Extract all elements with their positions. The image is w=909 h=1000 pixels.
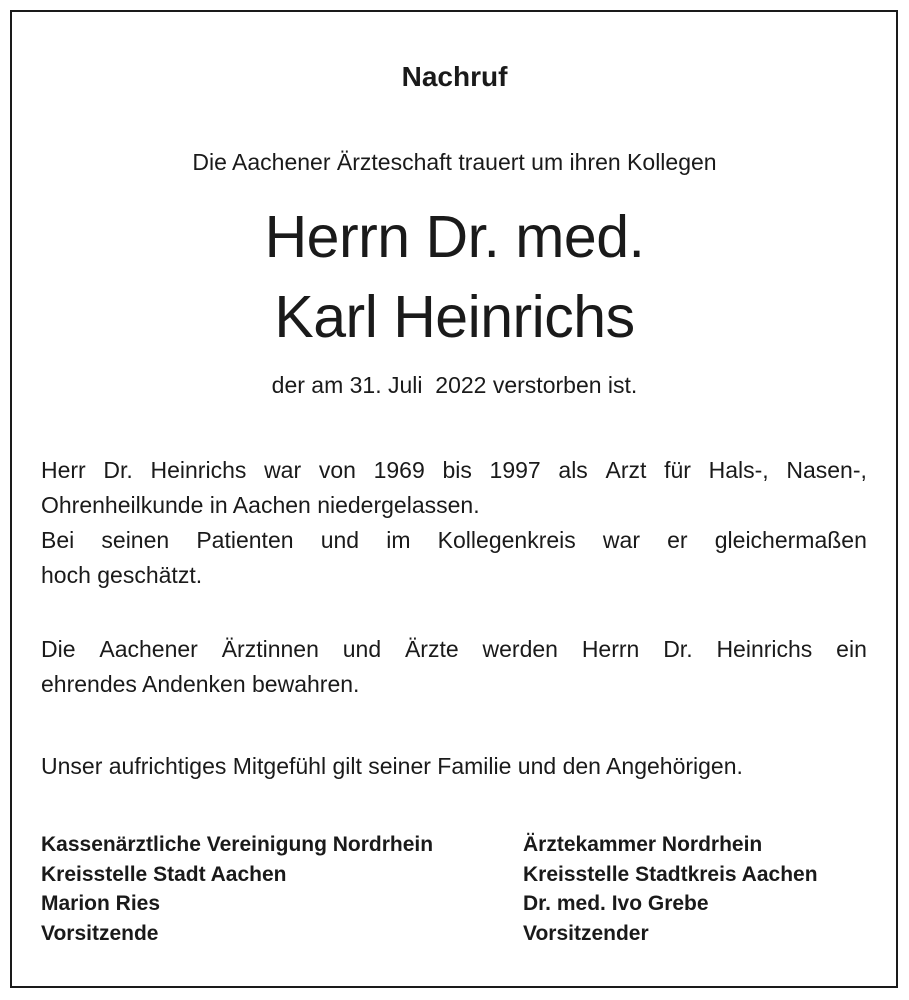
signature-unit: Kreisstelle Stadt Aachen [41, 862, 287, 886]
word: Bei [41, 527, 75, 553]
signature-block-aek [523, 830, 818, 948]
paragraph-line [41, 632, 867, 667]
word: für [664, 457, 691, 483]
signature-person: Marion Ries [41, 892, 161, 915]
word: 1997 [489, 457, 541, 483]
paragraph-line: Unser aufrichtiges Mitgefühl gilt seiner Familie und den Angehörigen. [41, 753, 743, 779]
word: als [558, 457, 588, 483]
word: und [320, 527, 360, 553]
paragraph-career [41, 453, 867, 593]
word: Ärztinnen [221, 636, 319, 662]
word: Ärzte [404, 636, 459, 662]
paragraph-line [41, 453, 867, 488]
word: Kollegenkreis [437, 527, 576, 553]
word: Herr [41, 457, 86, 483]
paragraph-remembrance [41, 632, 867, 702]
deceased-name-line-2: Karl Heinrichs [274, 284, 635, 350]
word: Heinrichs [150, 457, 247, 483]
signature-role: Vorsitzender [523, 921, 649, 945]
word: Hals-, [708, 457, 769, 483]
paragraph-line [41, 523, 867, 558]
paragraph-condolence [41, 749, 867, 784]
word: Die [41, 636, 76, 662]
paragraph-line: ehrendes Andenken bewahren. [41, 671, 360, 697]
word: seinen [101, 527, 170, 553]
signature-organization: Ärztekammer Nordrhein [523, 833, 763, 856]
word: Nasen-, [786, 457, 867, 483]
signature-role: Vorsitzende [41, 921, 159, 945]
deceased-name-line-1: Herrn Dr. med. [264, 204, 645, 270]
word: war [264, 457, 302, 483]
word: Aachener [99, 636, 198, 662]
paragraph-line: hoch geschätzt. [41, 562, 203, 588]
word: er [667, 527, 688, 553]
paragraph-line: Ohrenheilkunde in Aachen niedergelassen. [41, 492, 480, 518]
notice-heading: Nachruf [401, 61, 508, 92]
intro-line: Die Aachener Ärzteschaft trauert um ihren Kollegen [192, 149, 717, 175]
word: ein [836, 636, 867, 662]
word: Patienten [196, 527, 294, 553]
signature-block-kv [41, 830, 433, 948]
word: werden [482, 636, 558, 662]
word: Dr. [663, 636, 693, 662]
word: Herrn [581, 636, 640, 662]
signature-unit: Kreisstelle Stadtkreis Aachen [523, 862, 818, 886]
word: und [342, 636, 382, 662]
word: war [602, 527, 640, 553]
word: gleichermaßen [714, 527, 867, 553]
signature-organization: Kassenärztliche Vereinigung Nordrhein [41, 833, 434, 856]
word: im [386, 527, 411, 553]
word: von [318, 457, 356, 483]
signature-person: Dr. med. Ivo Grebe [523, 892, 709, 915]
word: Arzt [605, 457, 647, 483]
word: 1969 [373, 457, 425, 483]
word: Dr. [103, 457, 133, 483]
word: Heinrichs [716, 636, 813, 662]
death-date-line: der am 31. Juli 2022 verstorben ist. [271, 372, 638, 398]
word: bis [442, 457, 472, 483]
